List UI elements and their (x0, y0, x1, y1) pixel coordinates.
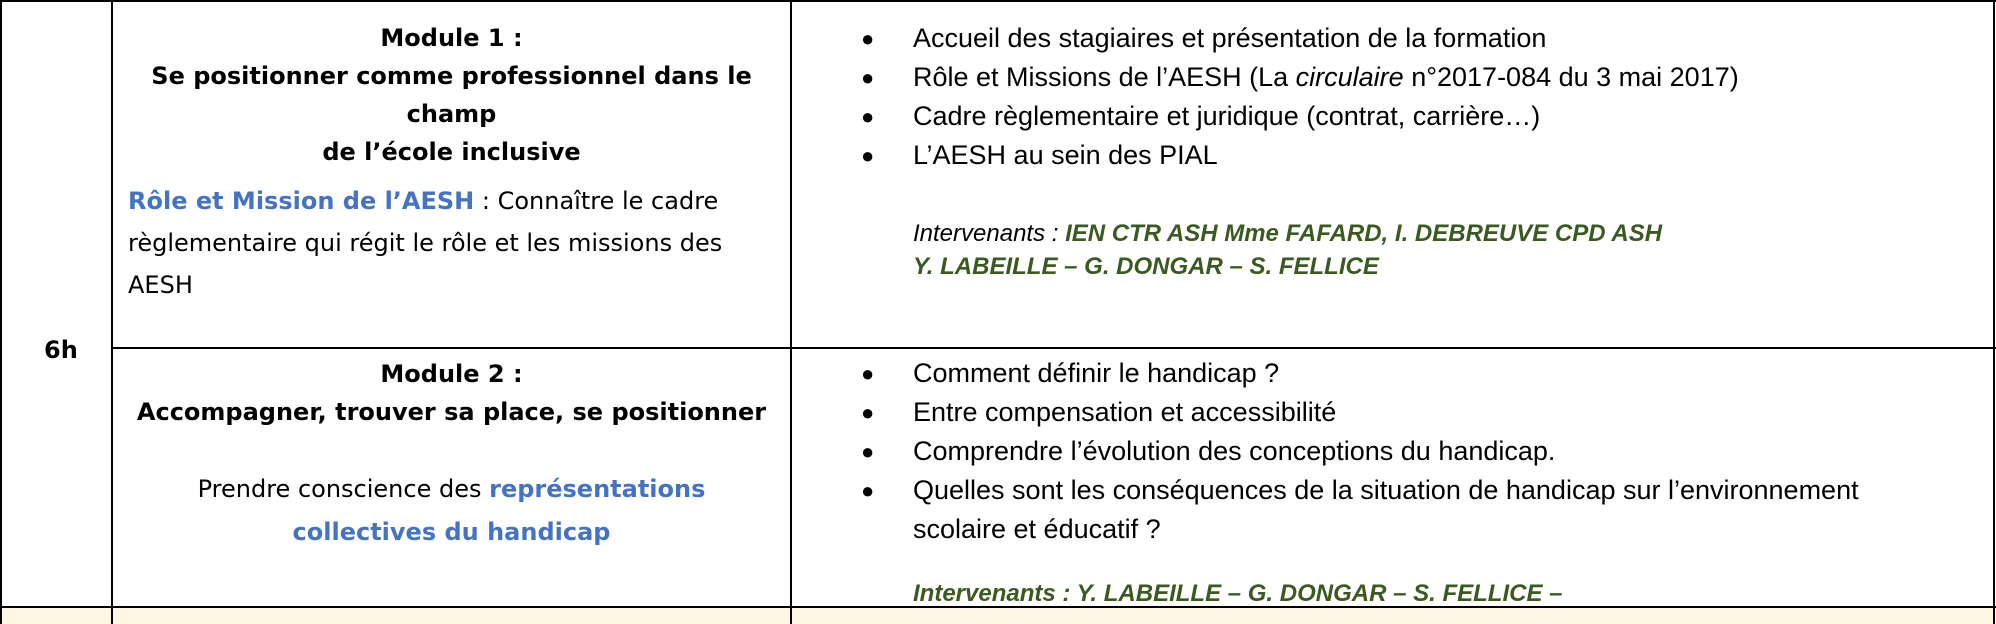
module2-bullet-list (861, 354, 1983, 549)
module1-title-line1: Se positionner comme professionnel dans le champ (151, 62, 752, 128)
module1-objective-line1: Rôle et Mission de l’AESH : Connaître le cadre (128, 187, 719, 215)
table-border-right (1993, 0, 1995, 624)
module2-header (113, 355, 790, 431)
module2-objective: Prendre conscience des représentations collectives du handicap (197, 475, 706, 546)
list-item: ● Comment définir le handicap ? (861, 358, 1280, 388)
module1-content (861, 19, 1983, 175)
row-divider-modules (111, 347, 1996, 349)
next-row-band (0, 607, 1996, 624)
list-item: ● Cadre règlementaire et juridique (contrat, carrière…) (861, 101, 1541, 131)
module1-intervenants: Intervenants : IEN CTR ASH Mme FAFARD, I. DEBREUVE CPD ASH Y. LABEILLE – G. DONGAR – S. FELLICE (913, 220, 1663, 280)
module1-heading: Module 1 : (380, 24, 523, 52)
list-item: ● Comprendre l’évolution des conceptions du handicap. (861, 436, 1556, 466)
module1-objective-highlight: Rôle et Mission de l’AESH (128, 187, 475, 215)
module1-objective (128, 180, 783, 306)
table-border-left (0, 0, 2, 624)
module2-intervenants: Intervenants : Y. LABEILLE – G. DONGAR – S. FELLICE – (913, 580, 1563, 607)
list-item: ● Accueil des stagiaires et présentation de la formation (861, 23, 1547, 53)
module1-objective-line3: AESH (128, 271, 193, 299)
module1-title-line2: de l’école inclusive (322, 138, 581, 166)
module2-content (861, 354, 1983, 549)
module1-bullet-list (861, 19, 1983, 175)
duration-label: 6h (44, 336, 78, 364)
intervenants-label: Intervenants : (913, 220, 1066, 247)
table-border-top (0, 0, 1996, 2)
module2-heading: Module 2 : (380, 360, 523, 388)
list-item-continuation: scolaire et éducatif ? (913, 514, 1161, 544)
list-item: ● Rôle et Missions de l’AESH (La circulaire n°2017-084 du 3 mai 2017) (861, 62, 1739, 92)
module1-header (113, 19, 790, 171)
module2-title: Accompagner, trouver sa place, se positionner (136, 398, 767, 426)
module1-objective-line2: règlementaire qui régit le rôle et les missions des (128, 229, 723, 257)
column-divider-2 (790, 0, 792, 624)
list-item: ● Entre compensation et accessibilité (861, 397, 1337, 427)
list-item: ● Quelles sont les conséquences de la situation de handicap sur l’environnement (861, 475, 1859, 505)
list-item: ● L’AESH au sein des PIAL (861, 140, 1218, 170)
